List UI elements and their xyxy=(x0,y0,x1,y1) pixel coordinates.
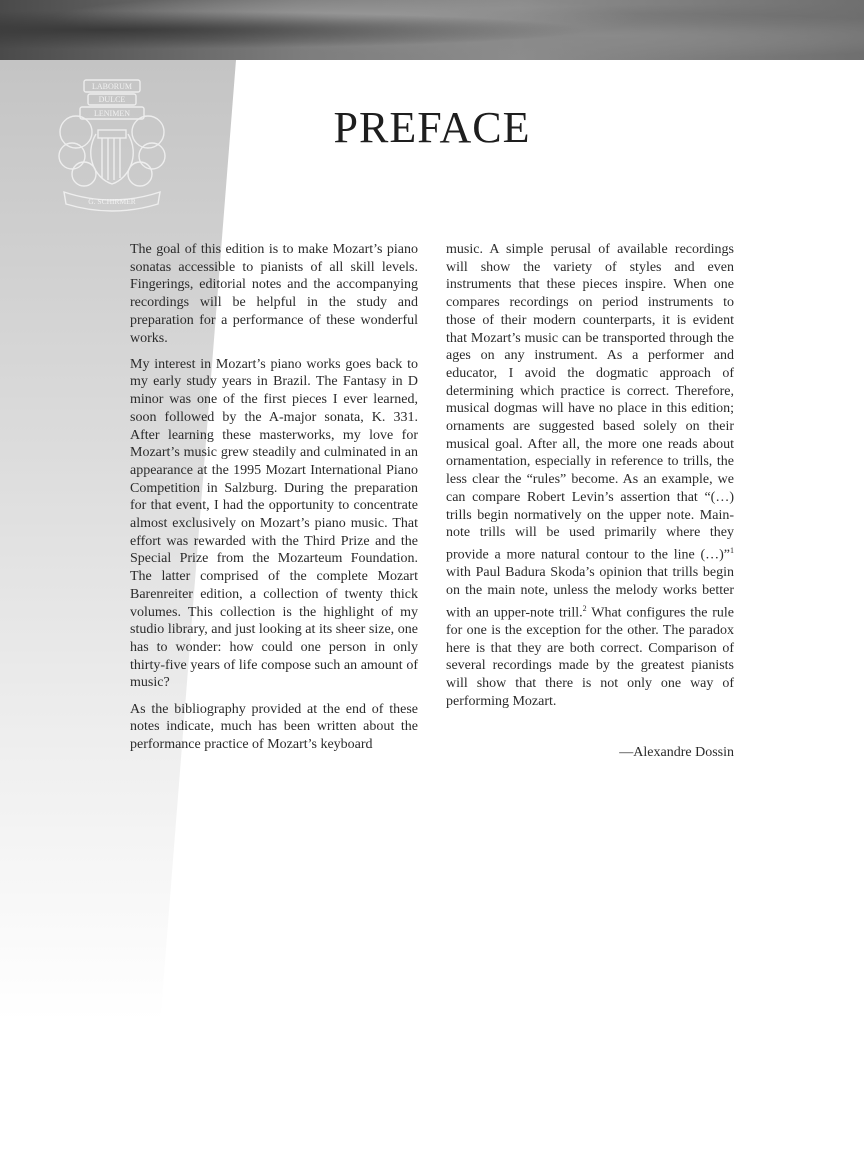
emblem-line-2: DULCE xyxy=(98,95,126,104)
paragraph: As the bibliography provided at the end of these notes indicate, much has been written about the performance practice of Mozart’s keyboard xyxy=(130,701,418,752)
text-column-right xyxy=(446,241,734,719)
paragraph: The goal of this edition is to make Mozart’s piano sonatas accessible to pianists of all skill levels. Fingerings, editorial notes and the accompanying recordings will be helpful in the study and preparation for a performance of these wonderful works. xyxy=(130,242,418,346)
paragraph-text: with Paul Badura Skoda’s opinion that trills begin on the main note, unless the melody works better with an upper-note trill. xyxy=(446,565,734,621)
page-title: PREFACE xyxy=(333,103,531,152)
emblem-line-3: LENIMEN xyxy=(94,109,130,118)
footnote-marker: 2 xyxy=(582,603,587,613)
text-column-left xyxy=(130,241,418,762)
author-signature: —Alexandre Dossin xyxy=(619,745,734,760)
paragraph: My interest in Mozart’s piano works goes back to my early study years in Brazil. The Fantasy in D minor was one of the first pieces I ever learned, soon followed by the A-major sonata, K. 331. After learning these masterworks, my love for Mozart’s music grew steadily and culminated in an appearance at the 1995 Mozart International Piano Competition in Salzburg. During the preparation for that event, I had the opportunity to concentrate almost exclusively on Mozart’s piano music. That effort was rewarded with the Third Prize and the Special Prize from the Mozarteum Foundation. The latter comprised of the complete Mozart Barenreiter edition, a collection of twenty thick volumes. This collection is the highlight of my studio library, and just looking at its sheer size, one has to wonder: how could one person in only thirty-five years of life compose such an amount of music? xyxy=(130,356,418,691)
footnote-marker: 1 xyxy=(730,545,734,555)
paragraph-text: What configures the rule for one is the exception for the other. The paradox here is that they are both correct. Comparison of several recordings made by the greatest pianists will show that there is not only one way of performing Mozart. xyxy=(446,605,734,709)
header-band xyxy=(0,0,864,60)
paragraph-text: music. A simple perusal of available recordings will show the variety of styles and even instruments that these pieces inspire. When one compares recordings on period instruments to those of their modern counterparts, it is evident that Mozart’s music can be transported through the ages on any instrument. As a performer and educator, I avoid the dogmatic approach of determining which practice is correct. Therefore, musical dogmas will have no place in this edition; ornaments are suggested based solely on their musical goal. After all, the more one reads about ornamentation, especially in reference to trills, the less clear the “rules” become. As an example, we can compare Robert Levin’s assertion that “(…) trills begin normatively on the upper note. Main-note trills will be used primarily where they provide a more natural contour to the line (…)” xyxy=(446,242,734,563)
paragraph xyxy=(446,241,734,711)
emblem-publisher: G. SCHIRMER xyxy=(88,197,136,206)
emblem-line-1: LABORUM xyxy=(91,82,133,91)
